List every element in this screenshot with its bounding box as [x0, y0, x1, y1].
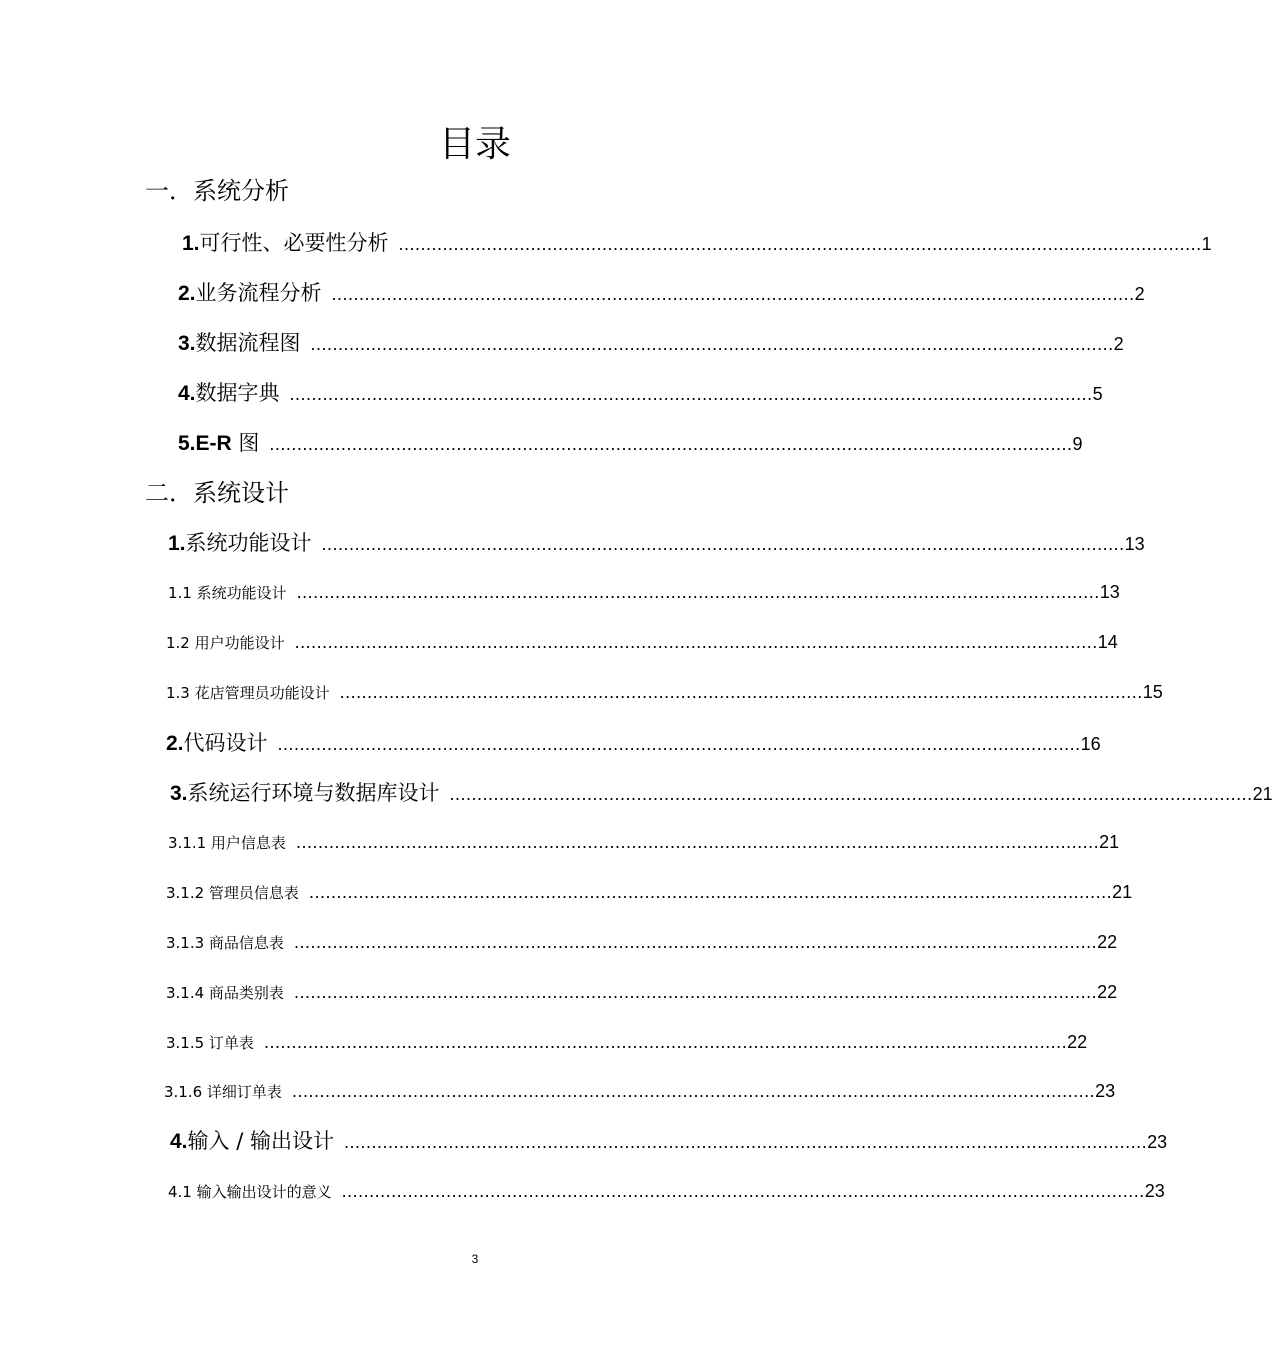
toc-entry-page: 16	[1080, 734, 1101, 754]
toc-entry[interactable]	[178, 428, 1083, 459]
toc-leader-dots: ..................................................................................................................................................	[277, 734, 1081, 754]
toc-entry-page: 15	[1142, 682, 1163, 702]
toc-entry[interactable]	[168, 1179, 1165, 1204]
toc-entry-page: 21	[1099, 832, 1120, 852]
toc-entry-label: 3.1.5 订单表	[166, 1034, 254, 1052]
toc-entry-label: 1.系统功能设计	[168, 531, 312, 555]
toc-entry-label: 4.1 输入输出设计的意义	[168, 1183, 332, 1201]
toc-entry-label: 1.可行性、必要性分析	[182, 231, 389, 255]
toc-entry-page: 23	[1095, 1081, 1116, 1101]
toc-leader-dots: ..................................................................................................................................................	[339, 682, 1143, 702]
toc-leader-dots: ..................................................................................................................................................	[308, 882, 1113, 902]
toc-entry-page: 13	[1099, 582, 1120, 602]
toc-entry-page: 2	[1113, 334, 1124, 354]
toc-entry-label: 2.代码设计	[166, 731, 268, 755]
toc-leader-dots: ..................................................................................................................................................	[331, 284, 1135, 304]
toc-leader-dots: ..................................................................................................................................................	[263, 1032, 1068, 1052]
page-number: 3	[471, 1252, 479, 1266]
toc-entry-page: 22	[1067, 1032, 1088, 1052]
toc-entry-label: 3.1.1 用户信息表	[168, 834, 286, 852]
toc-entry[interactable]	[168, 830, 1120, 855]
toc-entry-label: 3.1.2 管理员信息表	[166, 884, 299, 902]
toc-leader-dots: ..................................................................................................................................................	[295, 832, 1100, 852]
toc-leader-dots: ..................................................................................................................................................	[296, 582, 1100, 602]
toc-entry-page: 5	[1092, 384, 1103, 404]
toc-entry[interactable]	[166, 880, 1133, 905]
toc-entry-page: 1	[1201, 234, 1212, 254]
toc-section-heading: 二．系统设计	[145, 479, 289, 507]
toc-leader-dots: ..................................................................................................................................................	[398, 234, 1202, 254]
toc-entry-page: 21	[1112, 882, 1133, 902]
toc-entry-page: 23	[1147, 1132, 1168, 1152]
toc-entry[interactable]	[168, 528, 1145, 559]
toc-entry-page: 13	[1124, 534, 1145, 554]
toc-entry-page: 22	[1097, 932, 1118, 952]
toc-leader-dots: ..................................................................................................................................................	[289, 384, 1093, 404]
toc-leader-dots: ..................................................................................................................................................	[310, 334, 1114, 354]
toc-leader-dots: ..................................................................................................................................................	[449, 784, 1253, 804]
toc-entry-label: 1.1 系统功能设计	[168, 584, 287, 602]
toc-entry[interactable]	[166, 630, 1118, 655]
toc-entry[interactable]	[178, 378, 1103, 409]
toc-entry-page: 2	[1134, 284, 1145, 304]
toc-entry-page: 23	[1144, 1181, 1165, 1201]
toc-entry-label: 4.输入 / 输出设计	[170, 1129, 334, 1153]
toc-entry[interactable]	[178, 278, 1145, 309]
toc-entry-label: 3.1.4 商品类别表	[166, 984, 284, 1002]
toc-entry[interactable]	[178, 328, 1124, 359]
toc-leader-dots: ..................................................................................................................................................	[293, 982, 1098, 1002]
toc-leader-dots: ..................................................................................................................................................	[343, 1132, 1148, 1152]
toc-leader-dots: ..................................................................................................................................................	[321, 534, 1125, 554]
toc-leader-dots: ..................................................................................................................................................	[291, 1081, 1096, 1101]
toc-entry[interactable]	[168, 580, 1120, 605]
toc-entry[interactable]	[170, 778, 1273, 809]
toc-entry-label: 1.3 花店管理员功能设计	[166, 684, 330, 702]
toc-entry-page: 14	[1097, 632, 1118, 652]
toc-entry[interactable]	[166, 680, 1163, 705]
toc-entry-label: 5.E-R 图	[178, 431, 260, 455]
toc-entry[interactable]	[166, 930, 1118, 955]
toc-entry-label: 1.2 用户功能设计	[166, 634, 285, 652]
toc-entry[interactable]	[166, 728, 1101, 759]
toc-leader-dots: ..................................................................................................................................................	[341, 1181, 1145, 1201]
toc-entry[interactable]	[182, 228, 1212, 259]
toc-title: 目录	[438, 124, 511, 165]
toc-entry-page: 22	[1097, 982, 1118, 1002]
toc-entry-page: 21	[1252, 784, 1273, 804]
toc-entry-label: 3.数据流程图	[178, 331, 301, 355]
toc-entry[interactable]	[164, 1079, 1116, 1104]
toc-section-heading: 一．系统分析	[145, 177, 289, 205]
toc-entry[interactable]	[170, 1126, 1168, 1157]
toc-entry[interactable]	[166, 1030, 1088, 1055]
toc-entry-label: 3.系统运行环境与数据库设计	[170, 781, 440, 805]
toc-entry-page: 9	[1072, 434, 1083, 454]
toc-entry[interactable]	[166, 980, 1118, 1005]
toc-leader-dots: ..................................................................................................................................................	[294, 632, 1098, 652]
toc-entry-label: 3.1.6 详细订单表	[164, 1083, 282, 1101]
toc-entry-label: 4.数据字典	[178, 381, 280, 405]
toc-leader-dots: ..................................................................................................................................................	[293, 932, 1098, 952]
toc-entry-label: 3.1.3 商品信息表	[166, 934, 284, 952]
toc-entry-label: 2.业务流程分析	[178, 281, 322, 305]
toc-leader-dots: ..................................................................................................................................................	[269, 434, 1073, 454]
